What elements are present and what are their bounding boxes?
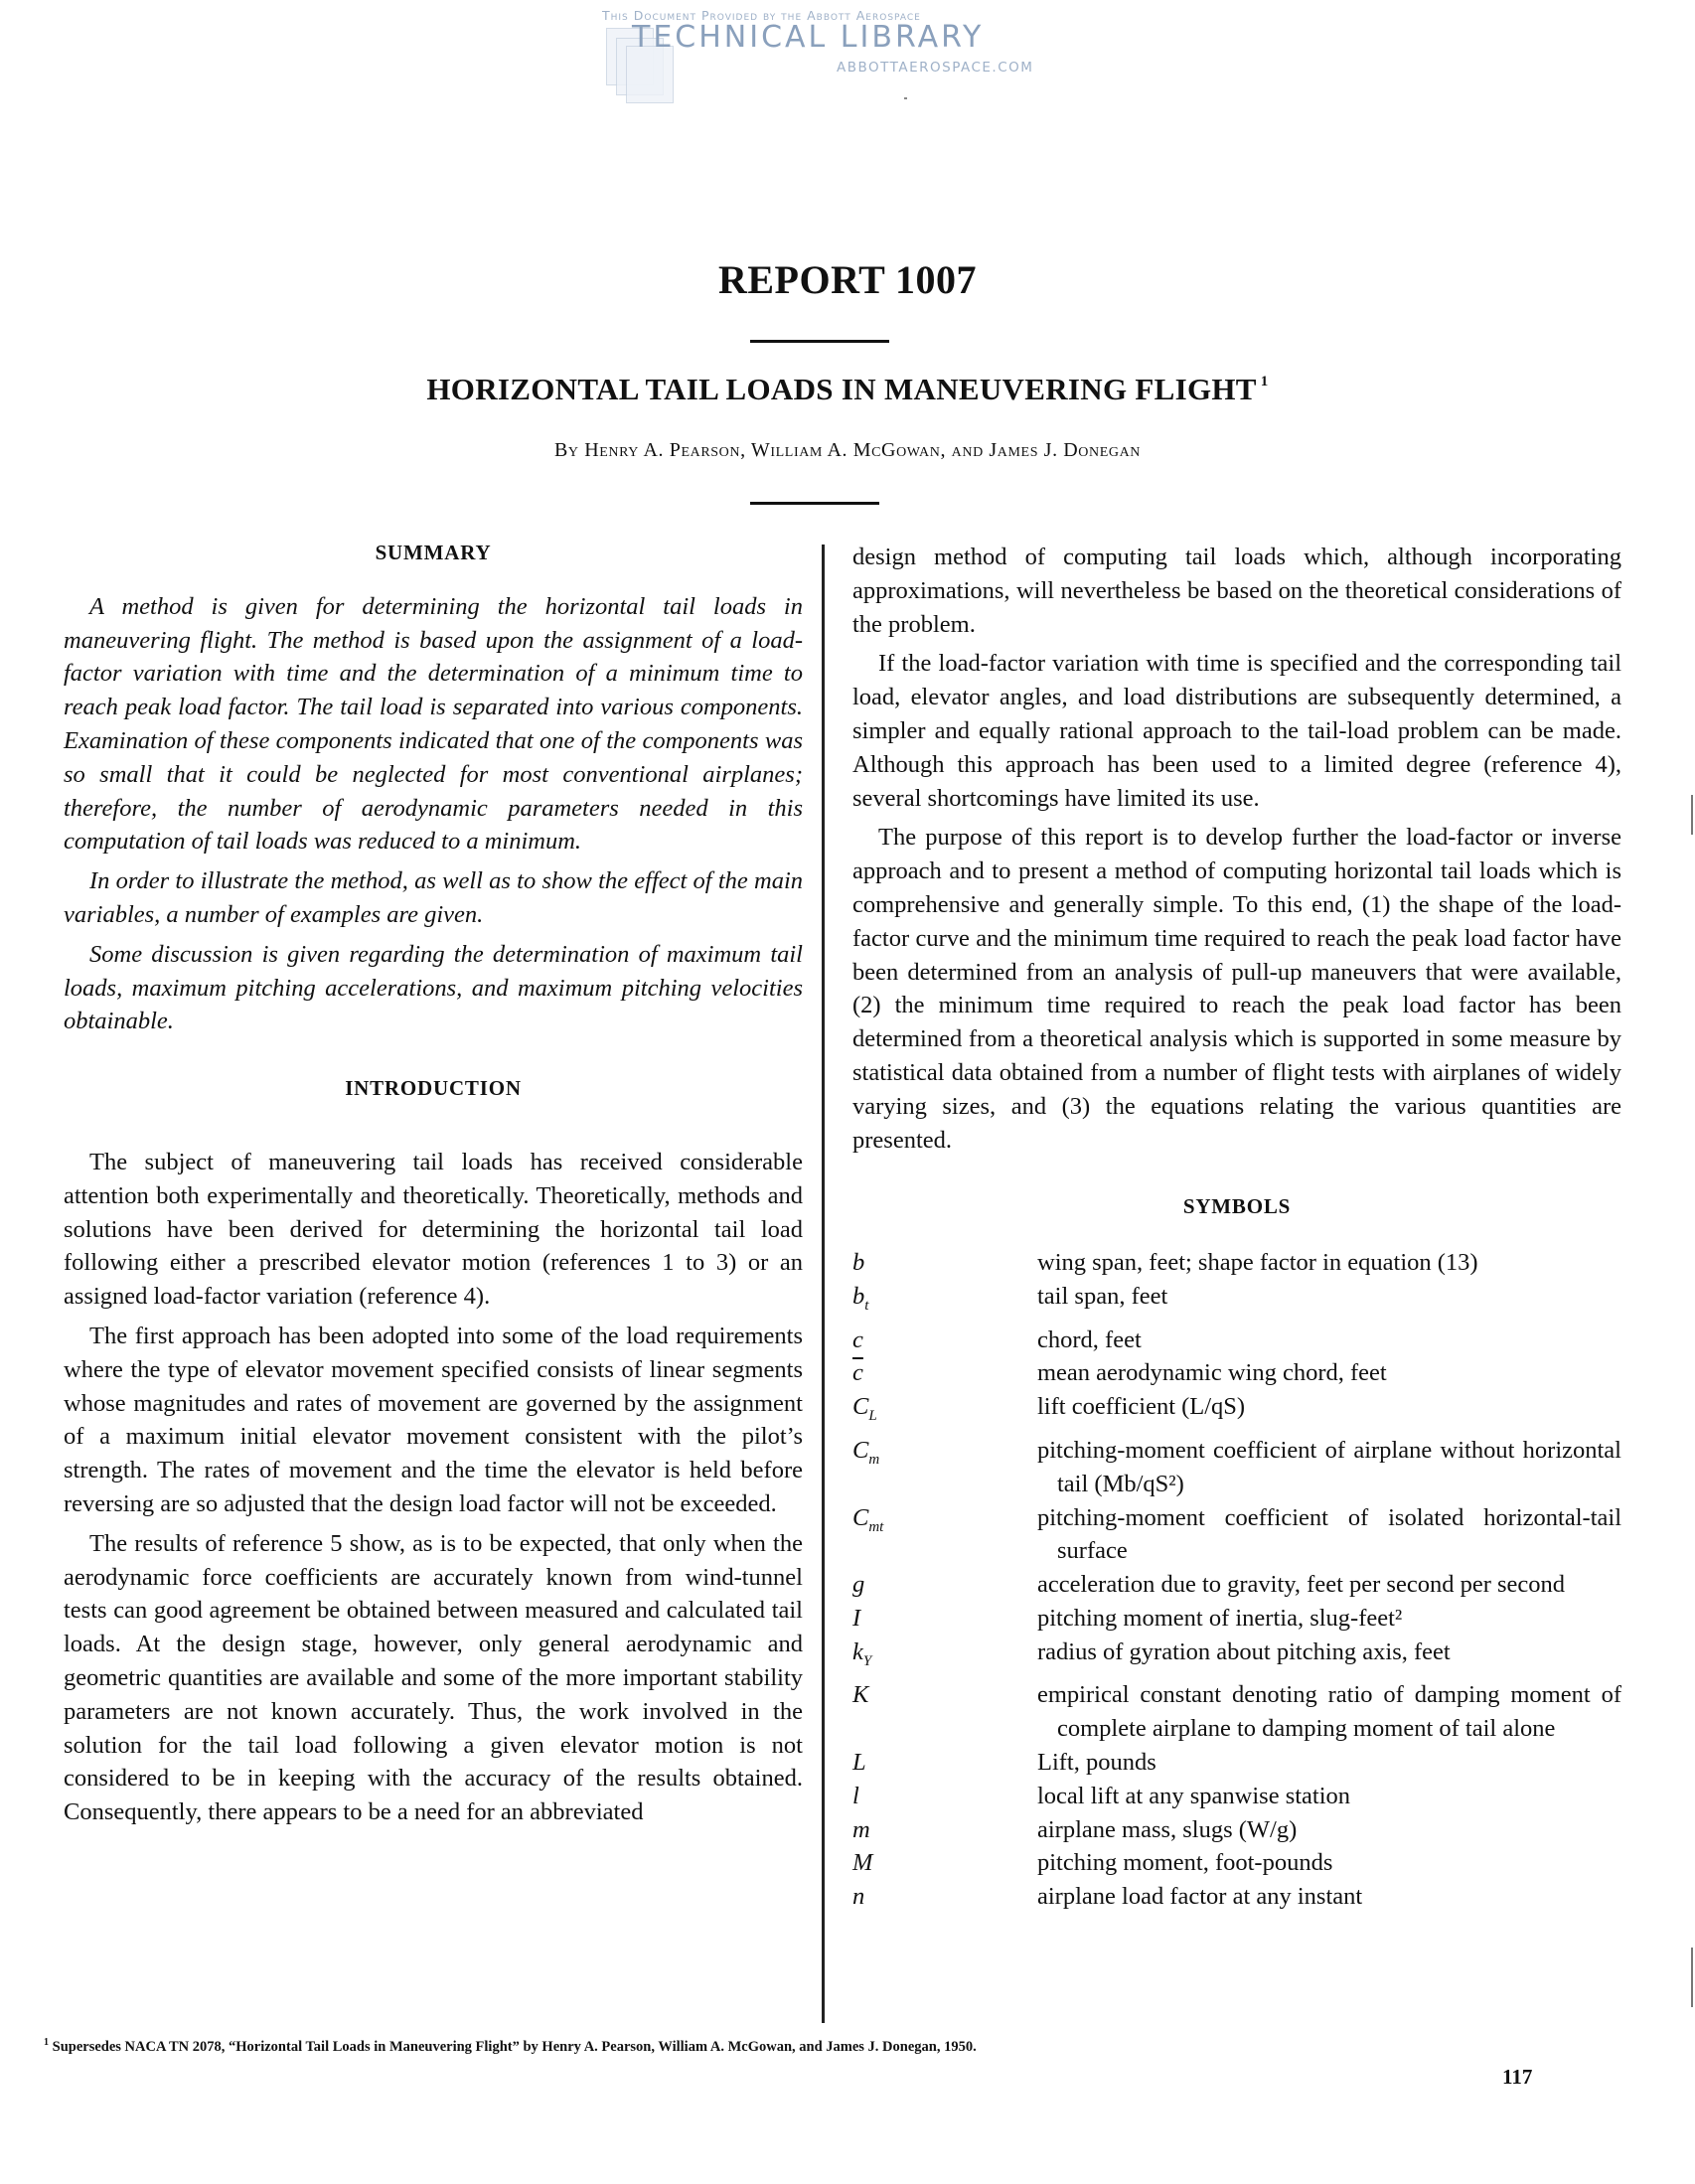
symbol-row [852, 1501, 1621, 1569]
symbol-row [852, 1746, 1621, 1780]
symbol-description: airplane load factor at any instant [1037, 1883, 1363, 1911]
symbol: l [852, 1782, 859, 1809]
footnote-text: Supersedes NACA TN 2078, “Horizontal Tail Loads in Maneuvering Flight” by Henry A. Pearson, William A. McGowan, and James J. Donegan, 1950. [52, 2038, 977, 2055]
symbol: K [852, 1681, 869, 1709]
left-column [64, 537, 803, 1835]
title-divider-bottom [750, 502, 879, 505]
symbol-description: chord, feet [1037, 1326, 1142, 1353]
symbol: $b_t$ [852, 1282, 869, 1314]
symbol-description: pitching moment, foot-pounds [1037, 1849, 1333, 1877]
symbol-description: Lift, pounds [1037, 1748, 1156, 1776]
summary-paragraph: In order to illustrate the method, as well as to show the effect of the main variables, a number of examples are given. [64, 867, 803, 928]
symbol: m [852, 1815, 870, 1843]
symbol-description: tail span, feet [1037, 1282, 1168, 1310]
symbol-row [852, 1880, 1621, 1914]
symbol: L [852, 1748, 866, 1776]
symbol-description: empirical constant denoting ratio of damping moment of complete airplane to damping moment of tail alone [1037, 1681, 1621, 1743]
summary-heading: SUMMARY [375, 541, 492, 564]
title-divider-top [750, 340, 889, 343]
symbol-description: pitching moment of inertia, slug-feet² [1037, 1604, 1403, 1632]
symbol-description: pitching-moment coefficient of isolated horizontal-tail surface [1037, 1503, 1621, 1565]
title-footnote-marker[interactable]: 1 [1260, 374, 1269, 390]
paper-title-text: HORIZONTAL TAIL LOADS IN MANEUVERING FLIGHT [426, 372, 1257, 406]
symbol-description: airplane mass, slugs (W/g) [1037, 1815, 1298, 1843]
introduction-paragraph: The first approach has been adopted into some of the load requirements where the type of elevator movement specified consists of linear segments whose magnitudes and rates of movement are governed by the assignment of a maximum initial elevator movement consistent with the pilot’s strength. The rates of movement and the time the elevator is held before reversing are so adjusted that the design load factor will not be exceeded. [64, 1322, 803, 1517]
symbol: $C_L$ [852, 1393, 877, 1425]
introduction-heading: INTRODUCTION [345, 1076, 522, 1101]
symbol: g [852, 1571, 865, 1599]
symbol-row [852, 1846, 1621, 1880]
symbol: $C_m$ [852, 1436, 880, 1468]
paper-title [0, 372, 1695, 407]
summary-paragraph: A method is given for determining the horizontal tail loads in maneuvering flight. The method is based upon the assignment of a load-factor variation with time and the determination of a minimum time to reach peak load factor. The tail load is separated into various components. Examination of these components indicated that one of the components was so small that it could be neglected for most conventional airplanes; therefore, the number of aerodynamic parameters needed in this computation of tail loads was reduced to a minimum. [64, 592, 803, 856]
symbol-row [852, 1602, 1621, 1636]
symbol: I [852, 1604, 861, 1632]
scan-edge-mark [1691, 795, 1693, 835]
symbol-row [852, 1246, 1621, 1280]
symbol-row [852, 1356, 1621, 1390]
symbol-row [852, 1780, 1621, 1813]
footnote-marker: 1 [44, 2037, 49, 2048]
watermark-provider-text: This Document Provided by the Abbott Aerospace [602, 8, 921, 23]
symbol-description: local lift at any spanwise station [1037, 1782, 1351, 1809]
symbol-row [852, 1390, 1621, 1434]
scan-speck [904, 97, 907, 99]
introduction-paragraph: The results of reference 5 show, as is to be expected, that only when the aerodynamic force coefficients are accurately known from wind-tunnel tests can good agreement be obtained between measured and calculated tail loads. At the design stage, however, only general aerodynamic and geometric quantities are available and some of the more important stability parameters are not known accurately. Thus, the work involved in the solution for the tail load following a given elevator motion is not considered to be in keeping with the accuracy of the results obtained. Consequently, there appears to be a need for an abbreviated [64, 1529, 803, 1826]
introduction-paragraph: The purpose of this report is to develop further the load-factor or inverse approach and to present a method of computing horizontal tail loads which is comprehensive and generally simple. To this end, (1) the shape of the load-factor curve and the minimum time required to reach the peak load factor have been determined from an analysis of pull-up maneuvers that were available, (2) the minimum time required to reach the peak load factor has been determined from a theoretical analysis which is supported in some measure by statistical data obtained from a number of flight tests with airplanes of widely varying sizes, and (3) the equations relating the various quantities are presented. [852, 824, 1621, 1154]
watermark-logo [596, 6, 1093, 115]
watermark-library-text: TECHNICAL LIBRARY [632, 20, 985, 55]
symbol-row [852, 1568, 1621, 1602]
symbols-list [852, 1246, 1621, 1914]
symbol-row [852, 1280, 1621, 1324]
footnote [44, 2037, 977, 2056]
summary-paragraph: Some discussion is given regarding the determination of maximum tail loads, maximum pitching accelerations, and maximum pitching velocities obtainable. [64, 940, 803, 1035]
symbol-row [852, 1434, 1621, 1501]
symbol: n [852, 1883, 865, 1911]
symbols-heading: SYMBOLS [1182, 1194, 1292, 1219]
author-byline: By Henry A. Pearson, William A. McGowan, and James J. Donegan [553, 439, 1142, 461]
watermark-url-text: ABBOTTAEROSPACE.COM [837, 60, 1034, 76]
symbol-description: wing span, feet; shape factor in equation (13) [1037, 1249, 1478, 1277]
introduction-paragraph-continued: design method of computing tail loads which, although incorporating approximations, will nevertheless be based on the theoretical considerations of the problem. [852, 544, 1621, 638]
symbol-description: acceleration due to gravity, feet per second per second [1037, 1571, 1566, 1599]
symbol: $C_{mt}$ [852, 1503, 884, 1535]
introduction-paragraph: If the load-factor variation with time is specified and the corresponding tail load, elevator angles, and load distributions are subsequently determined, a simpler and equally rational approach to the tail-load problem can be made. Although this approach has been used to a limited degree (reference 4), several shortcomings have limited its use. [852, 650, 1621, 812]
symbol-row [852, 1636, 1621, 1679]
symbol: $k_Y$ [852, 1638, 872, 1669]
symbol-row [852, 1678, 1621, 1746]
right-column [852, 541, 1621, 1914]
symbol: b [852, 1249, 865, 1277]
symbol-description: pitching-moment coefficient of airplane without horizontal tail (Mb/qS²) [1037, 1436, 1621, 1497]
symbol-row [852, 1813, 1621, 1847]
symbol-description: radius of gyration about pitching axis, feet [1037, 1638, 1451, 1665]
symbol-description: lift coefficient (L/qS) [1037, 1393, 1246, 1421]
report-number: REPORT 1007 [717, 257, 978, 302]
column-divider [822, 545, 825, 2023]
symbol-description: mean aerodynamic wing chord, feet [1037, 1359, 1387, 1387]
symbol: M [852, 1849, 873, 1877]
introduction-paragraph: The subject of maneuvering tail loads has received considerable attention both experimentally and theoretically. Theoretically, methods and solutions have been derived for determining the horizontal tail load following either a prescribed elevator motion (references 1 to 3) or an assigned load-factor variation (reference 4). [64, 1148, 803, 1311]
scan-edge-mark [1691, 1948, 1693, 2007]
symbol: $\overline{c}$ [852, 1359, 863, 1387]
page-number: 117 [1502, 2065, 1533, 2089]
symbol: c [852, 1326, 863, 1353]
symbol-row [852, 1324, 1621, 1357]
